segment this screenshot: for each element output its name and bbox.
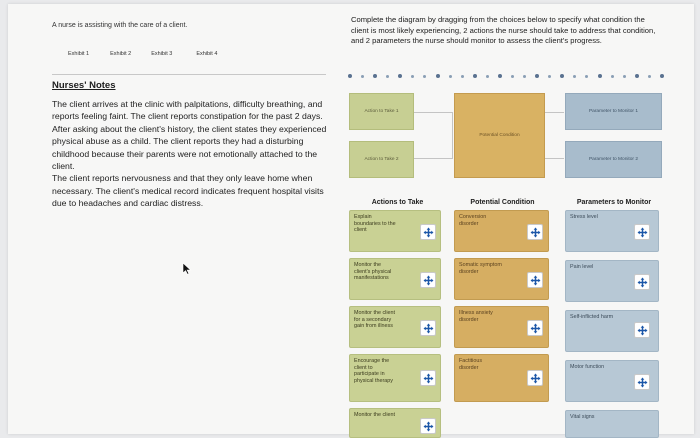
notes-paragraph-1: The client arrives at the clinic with palpitations, difficulty breathing, and reports feeling faint. The client reports constipation for the past 2 days. After asking about the client's history, the client states they experienced physical abuse as a child. The client reports they had a disturbing childhood because their parents were not emotionally attached to the client. xyxy=(52,99,327,172)
move-arrows-icon[interactable] xyxy=(527,370,543,386)
choice-label: Conversion disorder xyxy=(459,214,487,227)
column-heading-conditions: Potential Condition xyxy=(470,199,535,206)
connector-line xyxy=(544,158,564,159)
move-arrows-icon[interactable] xyxy=(420,370,436,386)
drop-slot-parameter-1[interactable]: Parameter to Monitor 1 xyxy=(565,93,662,130)
choice-card-action[interactable] xyxy=(349,210,441,252)
choice-label: Self-inflicted harm xyxy=(570,314,614,320)
move-arrows-icon[interactable] xyxy=(527,272,543,288)
drop-slot-parameter-2[interactable]: Parameter to Monitor 2 xyxy=(565,141,662,178)
choice-card-parameter[interactable] xyxy=(565,410,659,438)
column-heading-actions: Actions to Take xyxy=(371,199,424,206)
choice-label: Encourage the client to participate in physical therapy xyxy=(354,358,393,384)
drop-slot-action-2[interactable]: Action to Take 2 xyxy=(349,141,414,178)
choice-card-action[interactable] xyxy=(349,306,441,348)
notes-paragraph-2: The client reports nervousness and that they only leave home when necessary. The client's medical record indicates frequent hospital visits due to headaches and cardiac distress. xyxy=(52,173,324,209)
divider-dots xyxy=(348,72,664,80)
choice-label: Monitor the client's physical manifestations xyxy=(354,262,392,282)
choice-card-condition[interactable] xyxy=(454,306,549,348)
choice-label: Monitor the client xyxy=(354,412,396,418)
move-arrows-icon[interactable] xyxy=(527,224,543,240)
connector-line xyxy=(544,112,564,113)
choice-card-condition[interactable] xyxy=(454,210,549,252)
question-page xyxy=(8,4,694,434)
tab-exhibit-4[interactable]: Exhibit 4 xyxy=(196,51,218,57)
instructions: Complete the diagram by dragging from the choices below to specify what condition the client is most likely experiencing, 2 actions the nurse should take to address that condition, and 2 parameters the nurse should monitor to assess the client's progress. xyxy=(351,15,656,46)
drop-slot-condition[interactable]: Potential Condition xyxy=(454,93,545,178)
connector-line xyxy=(412,158,452,159)
choice-label: Motor function xyxy=(570,364,605,370)
move-arrows-icon[interactable] xyxy=(634,322,650,338)
tab-divider xyxy=(52,74,326,75)
move-arrows-icon[interactable] xyxy=(634,224,650,240)
move-arrows-icon[interactable] xyxy=(634,374,650,390)
move-arrows-icon[interactable] xyxy=(420,320,436,336)
notes-title: Nurses' Notes xyxy=(52,80,116,91)
exhibit-tabs xyxy=(52,51,217,57)
column-heading-parameters: Parameters to Monitor xyxy=(576,199,652,206)
choice-card-parameter[interactable] xyxy=(565,210,659,252)
choice-card-parameter[interactable] xyxy=(565,310,659,352)
choice-card-action[interactable] xyxy=(349,408,441,438)
choice-label: Pain level xyxy=(570,264,594,270)
choice-label: Stress level xyxy=(570,214,598,220)
choice-card-action[interactable] xyxy=(349,258,441,300)
choice-label: Illness anxiety disorder xyxy=(459,310,493,323)
choice-card-condition[interactable] xyxy=(454,354,549,402)
connector-line xyxy=(452,112,453,159)
move-arrows-icon[interactable] xyxy=(634,274,650,290)
drop-slot-action-1[interactable]: Action to Take 1 xyxy=(349,93,414,130)
move-arrows-icon[interactable] xyxy=(420,418,436,434)
choice-label: Factitious disorder xyxy=(459,358,483,371)
choice-card-parameter[interactable] xyxy=(565,260,659,302)
connector-line xyxy=(412,112,452,113)
choice-label: Vital signs xyxy=(570,414,595,420)
tab-exhibit-1[interactable]: Exhibit 1 xyxy=(68,51,90,57)
choice-card-action[interactable] xyxy=(349,354,441,402)
tab-exhibit-2[interactable]: Exhibit 2 xyxy=(110,51,132,57)
choice-label: Explain boundaries to the client xyxy=(354,214,396,234)
tab-exhibit-3[interactable]: Exhibit 3 xyxy=(151,51,173,57)
choice-card-parameter[interactable] xyxy=(565,360,659,402)
move-arrows-icon[interactable] xyxy=(420,272,436,288)
move-arrows-icon[interactable] xyxy=(420,224,436,240)
choice-label: Monitor the client for a secondary gain from illness xyxy=(354,310,396,330)
mouse-pointer-icon xyxy=(182,262,192,275)
choice-card-condition[interactable] xyxy=(454,258,549,300)
intro-text: A nurse is assisting with the care of a client. xyxy=(52,22,188,29)
choice-label: Somatic symptom disorder xyxy=(459,262,502,275)
notes-body xyxy=(52,98,328,210)
move-arrows-icon[interactable] xyxy=(527,320,543,336)
